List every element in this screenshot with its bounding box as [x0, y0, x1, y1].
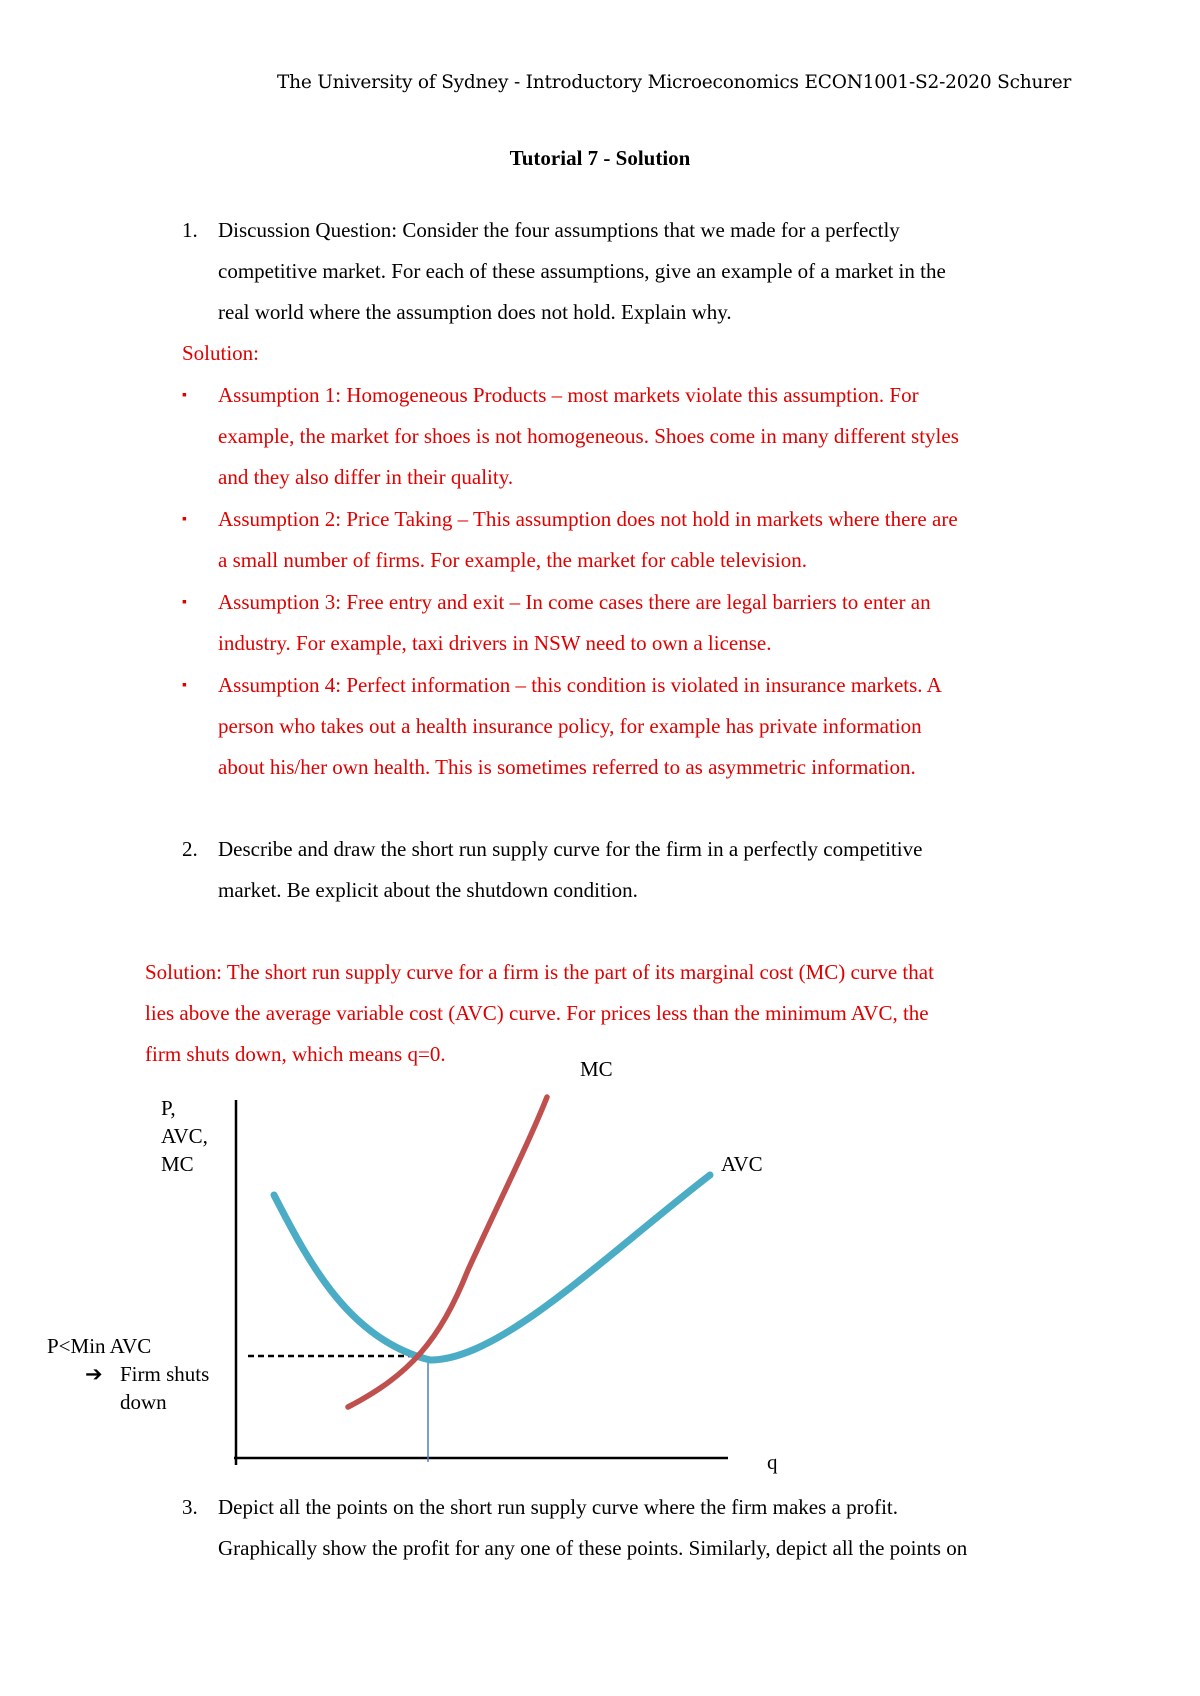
avc-curve	[274, 1175, 710, 1360]
y-axis-label: AVC,	[161, 1124, 208, 1148]
shutdown-label: down	[120, 1390, 167, 1414]
q1-bullet-line: about his/her own health. This is sometimes referred to as asymmetric information.	[218, 755, 916, 779]
q1-solution-label: Solution:	[182, 341, 260, 365]
bullet-icon: ▪	[182, 595, 187, 610]
q1-bullet-line: example, the market for shoes is not homogeneous. Shoes come in many different styles	[218, 424, 959, 448]
bullet-icon: ▪	[182, 678, 187, 693]
q1-bullet-line: person who takes out a health insurance policy, for example has private information	[218, 714, 922, 738]
running-header: The University of Sydney - Introductory Microeconomics ECON1001-S2-2020 Schurer	[277, 72, 1072, 93]
q2-solution-line: Solution: The short run supply curve for a firm is the part of its marginal cost (MC) curve that	[145, 960, 934, 984]
x-axis-label: q	[767, 1450, 778, 1474]
page-title: Tutorial 7 - Solution	[509, 146, 691, 170]
right-arrow-icon: ➔	[85, 1362, 103, 1386]
q1-bullet-line: industry. For example, taxi drivers in NSW need to own a license.	[218, 631, 772, 655]
q1-line: real world where the assumption does not hold. Explain why.	[218, 300, 732, 324]
q1-line: Discussion Question: Consider the four assumptions that we made for a perfectly	[218, 218, 900, 242]
q1-bullet-line: Assumption 2: Price Taking – This assumption does not hold in markets where there are	[218, 507, 958, 531]
avc-label: AVC	[721, 1152, 763, 1176]
q2-solution-line: lies above the average variable cost (AVC) curve. For prices less than the minimum AVC, the	[145, 1001, 929, 1025]
q2-number: 2.	[182, 837, 198, 861]
q3-number: 3.	[182, 1495, 198, 1519]
q1-bullet-line: Assumption 1: Homogeneous Products – most markets violate this assumption. For	[218, 383, 919, 407]
q2-line: market. Be explicit about the shutdown condition.	[218, 878, 638, 902]
q3-line: Depict all the points on the short run supply curve where the firm makes a profit.	[218, 1495, 898, 1519]
q2-line: Describe and draw the short run supply curve for the firm in a perfectly competitive	[218, 837, 923, 861]
q1-bullet-line: a small number of firms. For example, the market for cable television.	[218, 548, 807, 572]
y-axis-label: P,	[161, 1096, 176, 1120]
q1-bullet-line: and they also differ in their quality.	[218, 465, 514, 489]
bullet-icon: ▪	[182, 512, 187, 527]
mc-label: MC	[580, 1057, 613, 1081]
shutdown-label: P<Min AVC	[47, 1334, 152, 1358]
q1-line: competitive market. For each of these assumptions, give an example of a market in the	[218, 259, 946, 283]
q3-line: Graphically show the profit for any one of these points. Similarly, depict all the points on	[218, 1536, 968, 1560]
q2-solution-line: firm shuts down, which means q=0.	[145, 1042, 446, 1066]
q1-number: 1.	[182, 218, 198, 242]
shutdown-label: Firm shuts	[120, 1362, 210, 1386]
q1-bullet-line: Assumption 4: Perfect information – this condition is violated in insurance markets. A	[218, 673, 942, 697]
bullet-icon: ▪	[182, 388, 187, 403]
y-axis-label: MC	[161, 1152, 194, 1176]
q1-bullet-line: Assumption 3: Free entry and exit – In come cases there are legal barriers to enter an	[218, 590, 931, 614]
